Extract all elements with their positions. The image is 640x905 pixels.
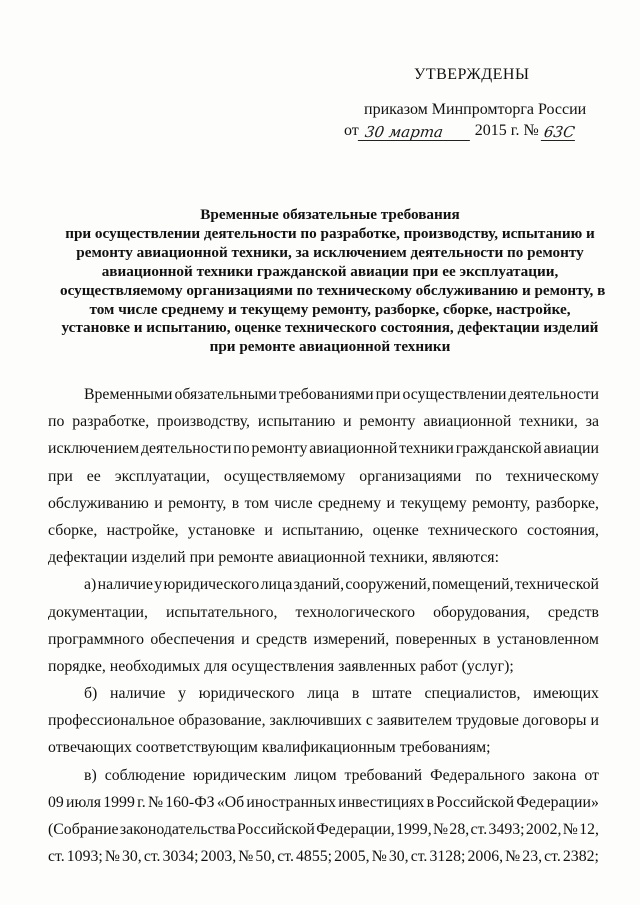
word: и [264, 521, 273, 539]
word: организациями [359, 467, 462, 485]
word: ст. [277, 848, 294, 866]
title-line: том числе среднему и текущему ремонту, разборке, сборке, настройке, [89, 300, 571, 318]
paragraph-line: дефектации изделий при ремонте авиационной техники, являются: [48, 549, 499, 567]
handwritten-date: 30 марта [358, 124, 472, 141]
approval-heading: УТВЕРЖДЕНЫ [414, 66, 530, 83]
word: 3128; [429, 848, 466, 866]
word: средств [547, 603, 599, 621]
word: 160-ФЗ [165, 793, 215, 811]
word: № [433, 821, 449, 838]
word: а) [84, 576, 97, 594]
title-line: ремонту авиационной техники, за исключением деятельности по ремонту [76, 243, 584, 261]
word: и [343, 413, 352, 431]
word: измерений, [313, 630, 390, 648]
paragraph-line [48, 680, 599, 707]
word: № [371, 848, 387, 866]
word: технического [428, 521, 518, 539]
word: разборке, [535, 494, 599, 512]
word: специалистов, [424, 685, 521, 703]
word: у [154, 576, 163, 594]
word: по [475, 467, 492, 485]
word: № [147, 793, 164, 811]
word: июля [66, 793, 102, 811]
word: и [241, 630, 250, 648]
word: оценке [372, 521, 419, 539]
word: числе [274, 494, 313, 512]
word: обеспечения [150, 630, 235, 648]
word: наличие [97, 576, 153, 594]
word: при [375, 386, 401, 403]
word: эксплуатации, [114, 467, 210, 485]
approval-date-line [344, 120, 586, 141]
word: ст. [410, 848, 428, 866]
word: 30, [121, 848, 142, 866]
word: производству, [157, 413, 250, 431]
title-line: установке и испытанию, оценке технического состояния, дефектации изделий [61, 319, 599, 337]
word: испытательного, [165, 603, 278, 621]
word: Российской [237, 821, 315, 838]
word: техники, [519, 413, 578, 431]
word: технологического [295, 603, 416, 621]
word: по [233, 440, 250, 458]
word: установке [187, 521, 256, 539]
word: помещений, [431, 576, 514, 594]
paragraph-line [48, 435, 599, 462]
word: том [244, 494, 269, 512]
word: испытанию [257, 413, 336, 431]
word: деятельности [508, 386, 599, 403]
word: 1999, [396, 821, 432, 838]
paragraph-line: порядке, необходимых для осуществления заявленных работ (услуг); [48, 657, 514, 675]
approval-block [344, 64, 586, 141]
word: 3034; [162, 848, 199, 866]
word: 1999 [103, 793, 135, 811]
word: и [590, 712, 599, 730]
word: программного [48, 630, 144, 648]
word: 1093; [66, 848, 103, 866]
paragraph-line [48, 517, 599, 544]
word: 28, [449, 821, 470, 838]
word: требованиями [278, 386, 374, 403]
word: заключивших [269, 712, 362, 730]
word: ремонту, [168, 494, 227, 512]
word: в [426, 793, 435, 811]
word: при [48, 467, 73, 485]
word: инвестициях [338, 793, 425, 811]
word: г. [137, 793, 146, 811]
word: 2382; [562, 848, 599, 866]
word: наличие [110, 685, 166, 703]
word: образование, [178, 712, 266, 730]
word: 23, [522, 848, 543, 866]
word: профессиональное [48, 712, 175, 730]
word: ее [86, 467, 101, 485]
title-line: при ремонте авиационной техники [209, 338, 451, 356]
word: и [386, 494, 395, 512]
word: поверенных [395, 630, 477, 648]
word: ст. [544, 848, 561, 866]
word: 30, [388, 848, 409, 866]
word: авиационной [309, 440, 398, 458]
word: лица [260, 576, 293, 594]
word: обслуживанию [48, 494, 149, 512]
word: договоры [522, 712, 587, 730]
document-body [48, 381, 599, 870]
word: соблюдение [104, 766, 186, 784]
word: средств [255, 630, 308, 648]
word: Федерации» [516, 793, 599, 811]
word: деятельности [140, 440, 232, 458]
word: иностранных [246, 793, 337, 811]
word: в) [84, 766, 97, 784]
paragraph-line [48, 381, 599, 408]
paragraph-line [48, 816, 599, 843]
approval-year-text: 2015 г. № [474, 122, 539, 139]
word: 3493; [488, 821, 525, 838]
word: Временными [84, 386, 173, 403]
word: юридическим [193, 766, 287, 784]
word: ремонту, [472, 494, 531, 512]
paragraph-line [48, 599, 599, 626]
word: закона [532, 766, 577, 784]
word: осуществлении [402, 386, 507, 403]
paragraph-line [48, 789, 599, 816]
title-line: Временные обязательные требования [200, 206, 460, 223]
word: среднему [317, 494, 382, 512]
word: лица [307, 685, 340, 703]
word: авиации [543, 440, 599, 458]
word: 2006, [467, 848, 504, 866]
word: установленном [496, 630, 599, 648]
word: документации, [48, 603, 148, 621]
word: обязательными [174, 386, 277, 403]
word: ст. [143, 848, 161, 866]
title-line: осуществляемому организациями по техническому обслуживанию и ремонту, в [60, 281, 606, 299]
word: № [238, 848, 254, 866]
word: у [178, 685, 187, 703]
word: в [351, 685, 360, 703]
word: Федерального [430, 766, 525, 784]
paragraph-line [48, 571, 599, 598]
word: ст. [470, 821, 488, 838]
word: 12, [579, 821, 599, 838]
word: трудовые [456, 712, 519, 730]
word: настройке, [106, 521, 179, 539]
word: сооружений, [345, 576, 431, 594]
word: зданий, [293, 576, 345, 594]
word: 4855; [296, 848, 332, 866]
word: испытанию, [282, 521, 364, 539]
word: от [584, 766, 599, 784]
word: б) [84, 685, 98, 703]
word: ремонту [251, 440, 308, 458]
word: авиационной [423, 413, 512, 431]
word: исключением [48, 440, 140, 458]
word: ремонту [359, 413, 416, 431]
paragraph-line [48, 408, 599, 435]
title-line: авиационной техники гражданской авиации при ее эксплуатации, [101, 262, 559, 280]
word: ст. [48, 848, 65, 866]
word: юридического [198, 685, 295, 703]
word: Российской [436, 793, 515, 811]
word: штате [372, 685, 412, 703]
word: с [365, 712, 373, 730]
paragraph-line: отвечающих соответствующим квалификационным требованиям; [48, 739, 491, 757]
word: разработке, [72, 413, 150, 431]
word: в [483, 630, 491, 648]
word: № [104, 848, 120, 866]
word: техническому [505, 467, 599, 485]
document-title [60, 206, 606, 357]
word: законодательства [119, 821, 236, 838]
paragraph-line [48, 626, 599, 653]
word: 2005, [334, 848, 370, 866]
word: юридического [163, 576, 260, 594]
word: 09 [48, 793, 64, 811]
word: № [505, 848, 521, 866]
word: заявителем [376, 712, 453, 730]
word: требований [344, 766, 423, 784]
word: и [154, 494, 163, 512]
word: состояния, [527, 521, 599, 539]
word: по [48, 413, 65, 431]
word: технической [514, 576, 599, 594]
paragraph-line [48, 463, 599, 490]
word: осуществляемому [223, 467, 346, 485]
word: 50, [255, 848, 276, 866]
word: за [585, 413, 599, 431]
word: гражданской [455, 440, 542, 458]
word: Федерации, [316, 821, 395, 838]
paragraph-line [48, 762, 599, 789]
approval-order: приказом Минпромторга России [364, 101, 587, 118]
handwritten-order-number: 63С [542, 123, 576, 141]
word: лицом [294, 766, 337, 784]
word: № [562, 821, 578, 838]
approval-from-label: от [344, 122, 359, 139]
word: в [231, 494, 240, 512]
word: техники [399, 440, 454, 458]
word: (Собрание [48, 821, 119, 838]
paragraph-line [48, 707, 599, 734]
paragraph-line [48, 490, 599, 517]
word: «Об [216, 793, 245, 811]
word: текущему [400, 494, 467, 512]
word: сборке, [48, 521, 98, 539]
title-line: при осуществлении деятельности по разработке, производству, испытанию и [65, 224, 595, 242]
word: имеющих [533, 685, 599, 703]
word: 2002, [525, 821, 562, 838]
paragraph-line [48, 843, 599, 870]
word: 2003, [200, 848, 237, 866]
word: оборудования, [433, 603, 530, 621]
